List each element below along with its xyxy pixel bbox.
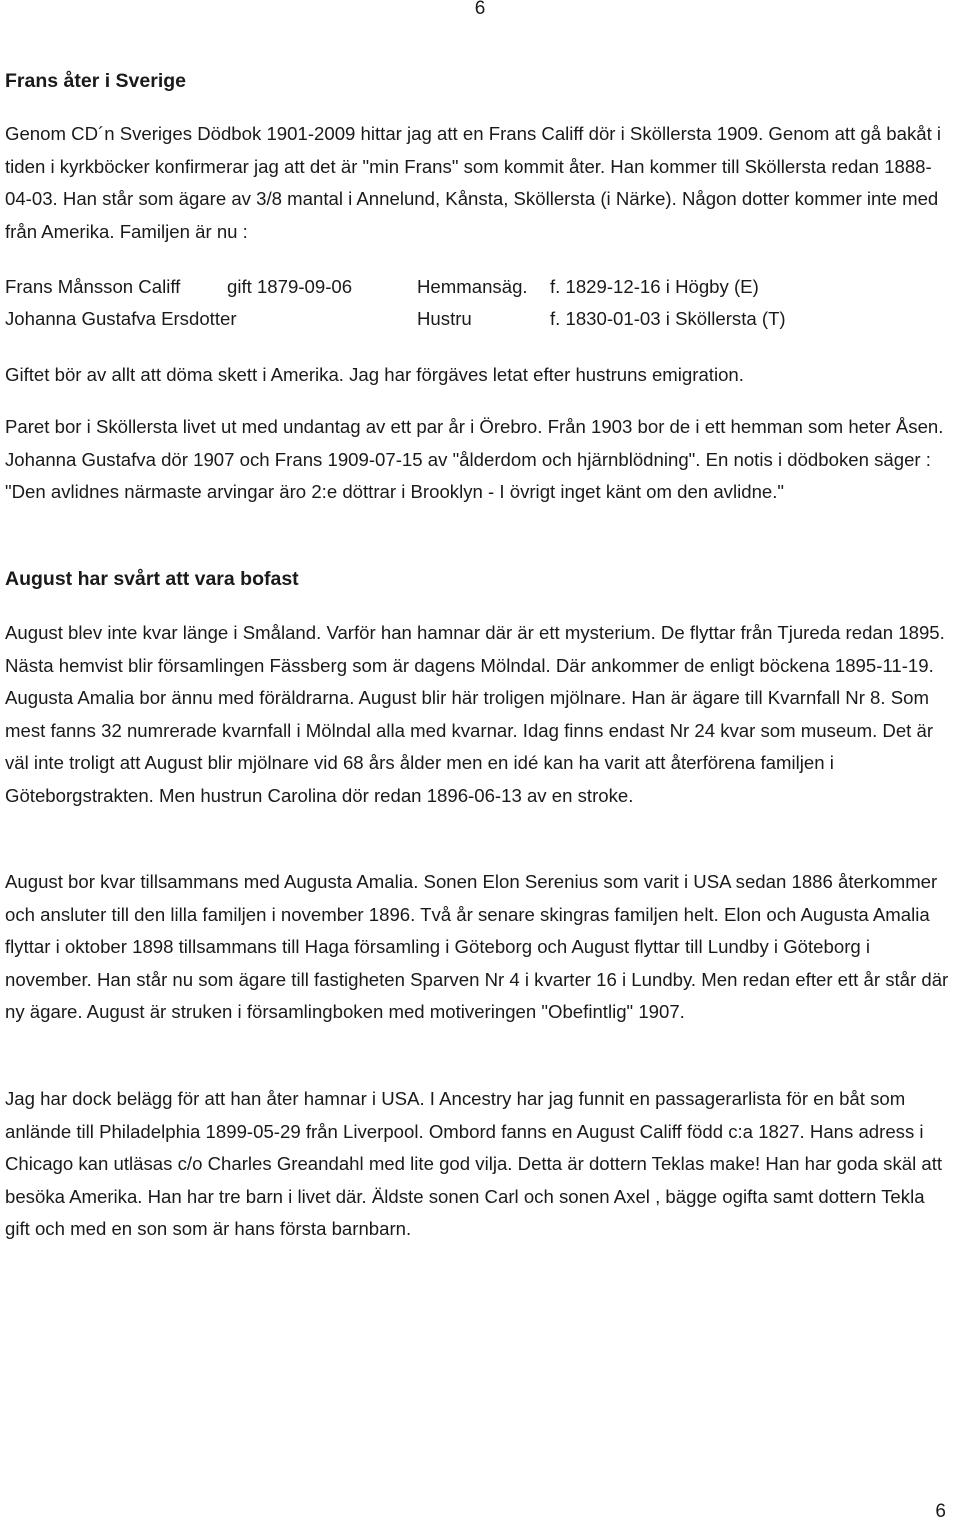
august-text-3: Jag har dock belägg för att han åter hamnar i USA. I Ancestry har jag funnit en passagerarlista för en båt som anlände till Philadelphia 1899-05-29 från Liverpool. Ombord fanns en August Califf född c:a 1827. Hans adress i Chicago kan utläsas c/o Charles Greandahl med lite god vilja. Detta är dottern Teklas make! Han har goda skäl att besöka Amerika. Han har tre barn i livet där. Äldste sonen Carl och sonen Axel , bägge ogifta samt dottern Tekla gift och med en son som är hans första barnbarn.: [5, 1088, 943, 1239]
family-role: Hemmansäg.: [417, 276, 528, 297]
skollersta-text: Paret bor i Sköllersta livet ut med undantag av ett par år i Örebro. Från 1903 bor de i ett hemman som heter Åsen. Johanna Gustafva dör 1907 och Frans 1909-07-15 av "ålderdom och hjärnblödning". En notis i dödboken säger : "Den avlidnes närmaste arvingar äro 2:e döttrar i Brooklyn - I övrigt inget känt om den avlidne.": [5, 416, 944, 502]
family-born: f. 1830-01-03 i Sköllersta (T): [550, 308, 786, 329]
family-row: [5, 276, 955, 312]
paragraph-skollersta: [5, 411, 952, 509]
family-name: Frans Månsson Califf: [5, 276, 181, 297]
august-text-1: August blev inte kvar länge i Småland. Varför han hamnar där är ett mysterium. De flyttar från Tjureda redan 1895. Nästa hemvist blir församlingen Fässberg som är dagens Mölndal. Där ankommer de enligt böckena 1895-11-19. Augusta Amalia bor ännu med föräldrarna. August blir här troligen mjölnare. Han är ägare till Kvarnfall Nr 8. Som mest fanns 32 numrerade kvarnfall i Mölndal alla med kvarnar. Idag finns endast Nr 24 kvar som museum. Det är väl inte troligt att August blir mjölnare vid 68 års ålder men en idé kan ha varit att återförena familjen i Göteborgstrakten. Men hustrun Carolina dör redan 1896-06-13 av en stroke.: [5, 622, 945, 806]
august-text-2: August bor kvar tillsammans med Augusta Amalia. Sonen Elon Serenius som varit i USA sedan 1886 återkommer och ansluter till den lilla familjen i november 1896. Två år senare skingras familjen helt. Elon och Augusta Amalia flyttar i oktober 1898 tillsammans till Haga församling i Göteborg och August flyttar till Lundby i Göteborg i november. Han står nu som ägare till fastigheten Sparven Nr 4 i kvarter 16 i Lundby. Men redan efter ett år står där ny ägare. August är struken i församlingboken med motiveringen "Obefintlig" 1907.: [5, 871, 949, 1022]
family-note: gift 1879-09-06: [227, 276, 353, 297]
family-born: f. 1829-12-16 i Högby (E): [550, 276, 759, 297]
family-name: Johanna Gustafva Ersdotter: [5, 308, 237, 329]
intro-text: Genom CD´n Sveriges Dödbok 1901-2009 hittar jag att en Frans Califf dör i Sköllersta 1909. Genom att gå bakåt i tiden i kyrkböcker konfirmerar jag att det är "min Frans" som kommit åter. Han kommer till Sköllersta redan 1888-04-03. Han står som ägare av 3/8 mantal i Annelund, Kånsta, Sköllersta (i Närke). Någon dotter kommer inte med från Amerika. Familjen är nu :: [5, 123, 942, 242]
family-row: [5, 308, 955, 344]
section-heading-frans: Frans åter i Sverige: [5, 70, 187, 92]
paragraph-intro: [5, 118, 952, 248]
page-number-top: 6: [474, 0, 486, 19]
paragraph-august-3: [5, 1083, 952, 1246]
page-number-bottom: 6: [935, 1501, 946, 1522]
paragraph-august-2: [5, 866, 952, 1029]
paragraph-august-1: [5, 617, 952, 812]
marriage-text: Giftet bör av allt att döma skett i Amerika. Jag har förgäves letat efter hustruns emigration.: [5, 364, 744, 385]
section-heading-august: August har svårt att vara bofast: [5, 568, 299, 590]
paragraph-marriage: [5, 359, 952, 392]
family-role: Hustru: [417, 308, 472, 329]
